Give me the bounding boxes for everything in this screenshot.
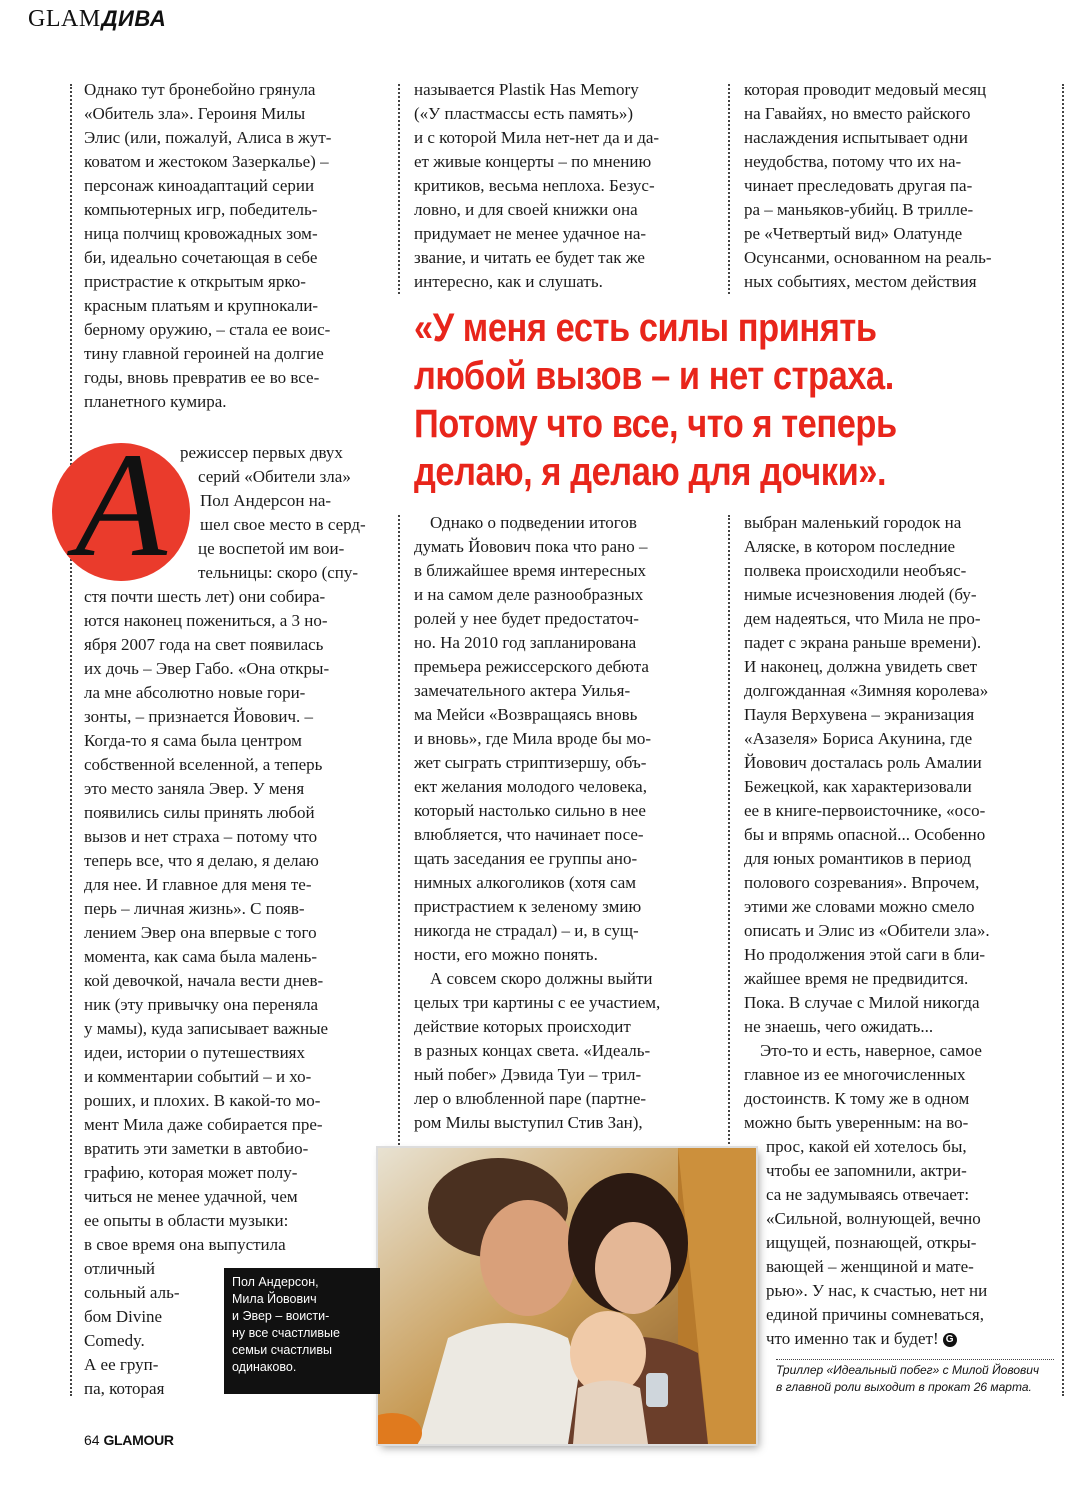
- text-line: идеи, истории о путешествиях: [84, 1043, 305, 1062]
- text-line: нимных алкоголиков (хотя сам: [414, 873, 636, 892]
- text-line: наслаждения испытывает одни: [744, 128, 968, 147]
- page-number: 64: [84, 1432, 100, 1448]
- text-line: Пока. В случае с Милой никогда: [744, 993, 980, 1012]
- pull-quote: [414, 304, 1064, 496]
- text-line: па, которая: [84, 1379, 165, 1398]
- text-line: у мамы), куда записывает важные: [84, 1019, 329, 1038]
- text-line: собственной вселенной, а теперь: [84, 755, 323, 774]
- text-line: ных событиях, местом действия: [744, 272, 977, 291]
- caption-line: и Эвер – воисти-: [232, 1309, 330, 1323]
- text-line: интересно, как и слушать.: [414, 272, 603, 291]
- text-line: полвека происходили необъяс-: [744, 561, 967, 580]
- article-end-icon: G: [943, 1333, 957, 1347]
- text-line: падет с экрана раньше времени).: [744, 633, 982, 652]
- text-line: ром Милы выступил Стив Зан),: [414, 1113, 643, 1132]
- article-column-3: [744, 78, 1050, 294]
- text-line: са не задумываясь отвечает:: [766, 1185, 970, 1204]
- text-line: серий «Обители зла»: [198, 467, 351, 486]
- film-caption: [776, 1359, 1054, 1396]
- pull-quote-line: любой вызов – и нет страха.: [414, 354, 894, 398]
- pull-quote-line: «У меня есть силы принять: [414, 306, 877, 350]
- section-header: [28, 6, 166, 33]
- text-line: жет сыграть стриптизершу, объ-: [414, 753, 647, 772]
- text-line: бом Divine: [84, 1307, 163, 1326]
- text-line: красным платьям и крупнокали-: [84, 296, 319, 315]
- text-line: ре «Четвертый вид» Олатунде: [744, 224, 963, 243]
- text-line: вающей – женщиной и мате-: [766, 1257, 974, 1276]
- column-divider: [728, 84, 730, 294]
- text-line: в разных концах света. «Идеаль-: [414, 1041, 651, 1060]
- text-line: «Азазеля» Бориса Акунина, где: [744, 729, 973, 748]
- text-line: достоинств. К тому же в одном: [744, 1089, 970, 1108]
- text-line: Пол Андерсон на-: [200, 491, 332, 510]
- text-line: ее в книге-первоисточнике, «осо-: [744, 801, 986, 820]
- text-line: который настолько сильно в нее: [414, 801, 646, 820]
- text-line: шел свое место в серд-: [200, 515, 366, 534]
- text-line: жайшее время не предвидится.: [744, 969, 969, 988]
- text-line: И наконец, должна увидеть свет: [744, 657, 978, 676]
- caption-line: семьи счастливы: [232, 1343, 332, 1357]
- text-line: Но продолжения этой саги в бли-: [744, 945, 986, 964]
- text-line: сольный аль-: [84, 1283, 180, 1302]
- text-line: действие которых происходит: [414, 1017, 631, 1036]
- text-line: вызов и нет страха – потому что: [84, 827, 318, 846]
- text-line: рью». У нас, к счастью, нет ни: [766, 1281, 988, 1300]
- text-line: и на самом деле разнообразных: [414, 585, 644, 604]
- closing-line: что именно так и будет!: [766, 1329, 939, 1348]
- section-header-diva: ДИВА: [101, 6, 167, 31]
- text-line: и с которой Мила нет-нет да и да-: [414, 128, 660, 147]
- text-line: ее опыты в области музыки:: [84, 1211, 289, 1230]
- article-column-3-continued: [744, 511, 1052, 1351]
- text-line: пристрастие к открытым ярко-: [84, 272, 306, 291]
- dropcap-indented-lines: [84, 441, 384, 585]
- page-footer: [84, 1432, 174, 1448]
- text-line: главное из ее многочисленных: [744, 1065, 966, 1084]
- text-line: бы и впрямь опасной... Особенно: [744, 825, 986, 844]
- magazine-brand: GLAMOUR: [103, 1432, 174, 1448]
- text-line: влюбляется, что начинает посе-: [414, 825, 644, 844]
- text-line: ма Мейси «Возвращаясь вновь: [414, 705, 638, 724]
- text-line: которая проводит медовый месяц: [744, 80, 987, 99]
- text-line: Пауля Верхувена – экранизация: [744, 705, 975, 724]
- caption-line: Пол Андерсон,: [232, 1275, 319, 1289]
- text-line: роших, и плохих. В какой-то мо-: [84, 1091, 321, 1110]
- caption-line: одинаково.: [232, 1360, 297, 1374]
- text-line: зонты, – признается Йовович. –: [84, 707, 314, 726]
- article-column-1-end: [84, 1257, 224, 1401]
- column-divider: [398, 515, 400, 1145]
- text-line: Когда-то я сама была центром: [84, 731, 302, 750]
- text-line: выбран маленький городок на: [744, 513, 962, 532]
- text-line: для юных романтиков в период: [744, 849, 972, 868]
- text-line: отличный: [84, 1259, 156, 1278]
- text-line: ница полчищ кровожадных зом-: [84, 224, 318, 243]
- text-line: ра – маньяков-убийц. В трилле-: [744, 200, 974, 219]
- text-line: нимые исчезновения людей (бу-: [744, 585, 977, 604]
- text-line: Йовович досталась роль Амалии: [744, 753, 982, 772]
- text-line: годы, вновь превратив ее во все-: [84, 368, 320, 387]
- article-column-1: [84, 78, 380, 414]
- text-line: («У пластмассы есть память»): [414, 104, 634, 123]
- text-line: замечательного актера Уилья-: [414, 681, 631, 700]
- text-line: «Обитель зла». Героиня Милы: [84, 104, 306, 123]
- text-line: их дочь – Эвер Габо. «Она откры-: [84, 659, 330, 678]
- caption-line: Мила Йовович: [232, 1292, 317, 1306]
- text-line: щать заседания ее группы ано-: [414, 849, 638, 868]
- text-line: Это-то и есть, наверное, самое: [760, 1041, 982, 1060]
- text-line: лер о влюбленной паре (партне-: [414, 1089, 647, 1108]
- text-line: чинает преследовать другая па-: [744, 176, 973, 195]
- caption-line: ну все счастливые: [232, 1326, 340, 1340]
- text-line: читься не менее удачной, чем: [84, 1187, 298, 1206]
- text-line: ный побег» Дэвида Туи – трил-: [414, 1065, 642, 1084]
- text-line: лением Эвер она впервые с того: [84, 923, 317, 942]
- text-line: премьера режиссерского дебюта: [414, 657, 649, 676]
- text-line: полового созревания». Впрочем,: [744, 873, 980, 892]
- text-line: стя почти шесть лет) они собира-: [84, 587, 326, 606]
- text-line: придумает не менее удачное на-: [414, 224, 647, 243]
- text-line: Однако тут бронебойно грянула: [84, 80, 316, 99]
- text-line: [766, 1327, 1052, 1351]
- text-line: появились силы принять любой: [84, 803, 315, 822]
- column-divider: [398, 84, 400, 294]
- text-line: персонаж киноадаптаций серии: [84, 176, 315, 195]
- text-line: ет живые концерты – по мнению: [414, 152, 652, 171]
- text-line: критиков, весьма неплоха. Безус-: [414, 176, 655, 195]
- text-line: теперь все, что я делаю, я делаю: [84, 851, 319, 870]
- text-line: Элис (или, пожалуй, Алиса в жут-: [84, 128, 332, 147]
- article-column-2: [414, 78, 708, 294]
- section-header-glam: GLAM: [28, 6, 101, 32]
- text-line: А ее груп-: [84, 1355, 159, 1374]
- family-photo-illustration: [378, 1148, 756, 1444]
- text-line: чтобы ее запомнили, актри-: [766, 1161, 967, 1180]
- dropcap-letter: А: [75, 422, 167, 588]
- text-line: би, идеально сочетающая в себе: [84, 248, 318, 267]
- text-line: называется Plastik Has Memory: [414, 80, 639, 99]
- text-line: «Сильной, волнующей, вечно: [766, 1209, 981, 1228]
- text-line: но. На 2010 год запланирована: [414, 633, 637, 652]
- text-line: Аляске, в котором последние: [744, 537, 956, 556]
- text-line: Comedy.: [84, 1331, 145, 1350]
- text-line: никогда не страдал) – и, в сущ-: [414, 921, 639, 940]
- article-column-1-continued: [84, 441, 384, 1257]
- text-line: единой причины сомневаться,: [766, 1305, 984, 1324]
- text-line: это место заняла Эвер. У меня: [84, 779, 305, 798]
- text-line: Бежецкой, как характеризовали: [744, 777, 972, 796]
- text-line: кой девочкой, начала вести днев-: [84, 971, 324, 990]
- text-line: Однако о подведении итогов: [430, 513, 637, 532]
- text-line: Осунсанми, основанном на реаль-: [744, 248, 992, 267]
- pull-quote-line: делаю, я делаю для дочки».: [414, 450, 887, 494]
- text-line: А совсем скоро должны выйти: [430, 969, 653, 988]
- text-line: в ближайшее время интересных: [414, 561, 647, 580]
- text-line: планетного кумира.: [84, 392, 227, 411]
- text-line: для нее. И главное для меня те-: [84, 875, 312, 894]
- text-line: ются наконец пожениться, а 3 но-: [84, 611, 328, 630]
- text-line: описать и Элис из «Обители зла».: [744, 921, 990, 940]
- text-line: целых три картины с ее участием,: [414, 993, 661, 1012]
- text-line: ролей у нее будет предостаточ-: [414, 609, 639, 628]
- text-line: на Гавайях, но вместо райского: [744, 104, 971, 123]
- text-line: ности, его можно понять.: [414, 945, 598, 964]
- text-line: звание, и читать ее будет так же: [414, 248, 645, 267]
- text-line: ник (эту привычку она переняла: [84, 995, 319, 1014]
- text-line: мент Мила даже собирается пре-: [84, 1115, 323, 1134]
- text-line: вратить эти заметки в автобио-: [84, 1139, 309, 1158]
- text-line: дем надеяться, что Мила не про-: [744, 609, 981, 628]
- column-divider: [70, 84, 72, 1396]
- text-line: и комментарии событий – и хо-: [84, 1067, 312, 1086]
- article-column-2-continued: [414, 511, 714, 1135]
- column-divider: [1062, 84, 1064, 1396]
- text-line: неудобства, потому что их на-: [744, 152, 962, 171]
- photo-wrapped-lines: [744, 1135, 1052, 1351]
- text-line: прос, какой ей хотелось бы,: [766, 1137, 967, 1156]
- text-line: и вновь», где Мила вроде бы мо-: [414, 729, 652, 748]
- text-line: момента, как сама была малень-: [84, 947, 318, 966]
- text-line: це воспетой им вои-: [198, 539, 345, 558]
- text-line: долгожданная «Зимняя королева»: [744, 681, 989, 700]
- text-line: в свое время она выпустила: [84, 1235, 286, 1254]
- family-photo: [378, 1148, 756, 1444]
- text-line: ла мне абсолютно новые гори-: [84, 683, 306, 702]
- text-line: перь – личная жизнь». С появ-: [84, 899, 305, 918]
- text-line: режиссер первых двух: [180, 443, 343, 462]
- caption-line: в главной роли выходит в прокат 26 марта.: [776, 1380, 1032, 1394]
- caption-line: Триллер «Идеальный побег» с Милой Йовович: [776, 1363, 1040, 1377]
- text-line: коватом и жестоком Зазеркалье) –: [84, 152, 329, 171]
- text-line: пристрастием к зеленому змию: [414, 897, 642, 916]
- text-line: не знаешь, чего ожидать...: [744, 1017, 934, 1036]
- text-line: графию, которая может полу-: [84, 1163, 298, 1182]
- text-line: тельницы: скоро (спу-: [198, 563, 359, 582]
- text-line: ищущей, познающей, откры-: [766, 1233, 977, 1252]
- photo-caption: [224, 1268, 380, 1394]
- text-line: ловно, и для своей книжки она: [414, 200, 638, 219]
- pull-quote-line: Потому что все, что я теперь: [414, 402, 897, 446]
- text-line: думать Йовович пока что рано –: [414, 537, 648, 556]
- text-line: компьютерных игр, победитель-: [84, 200, 318, 219]
- text-line: ября 2007 года на свет появилась: [84, 635, 324, 654]
- text-line: этими же словами можно смело: [744, 897, 975, 916]
- text-line: можно быть уверенным: на во-: [744, 1113, 969, 1132]
- text-line: берному оружию, – стала ее воис-: [84, 320, 331, 339]
- text-line: ект желания молодого человека,: [414, 777, 647, 796]
- text-line: тину главной героиней на долгие: [84, 344, 324, 363]
